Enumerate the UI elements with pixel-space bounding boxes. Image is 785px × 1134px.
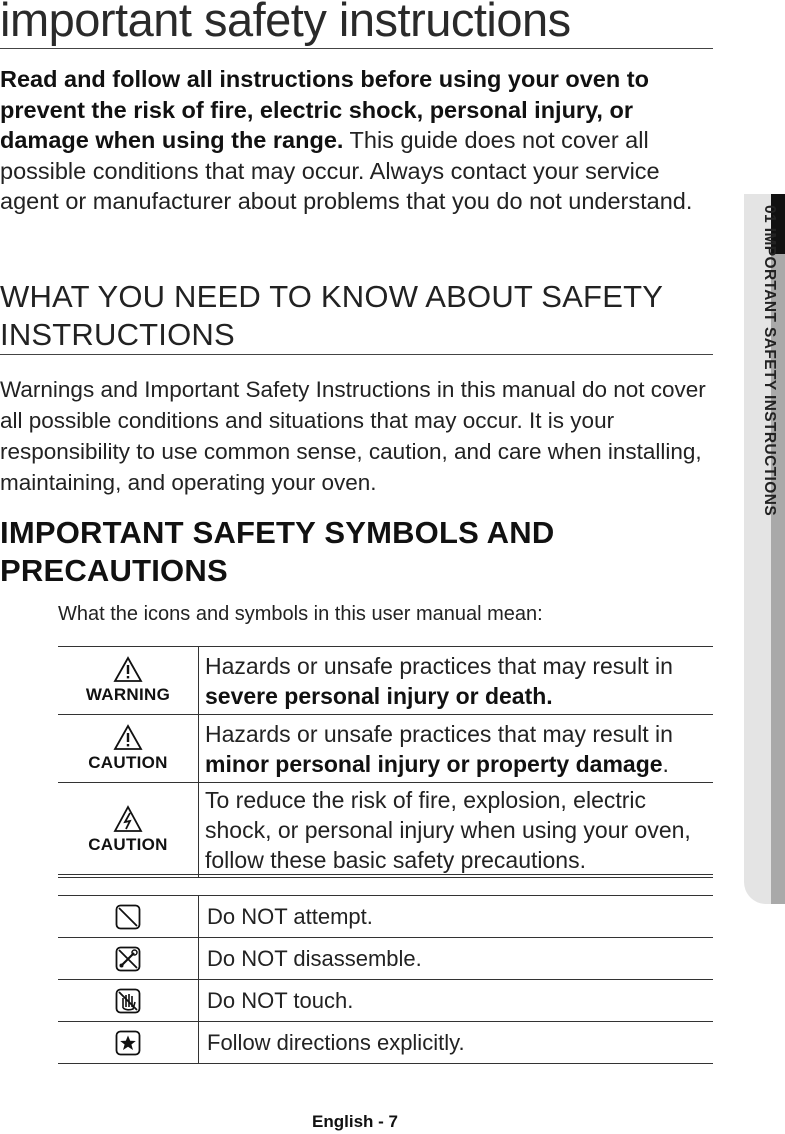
symbol-description [199,647,714,715]
action-text: Do NOT attempt. [199,896,714,938]
symbol-label: WARNING [85,685,171,704]
action-icon-cell [58,980,199,1022]
do-not-attempt-icon [115,904,141,930]
table-row [58,783,713,878]
symbol-text-bold: severe personal injury or death. [205,682,553,709]
section-body-what-you-need: Warnings and Important Safety Instructions in this manual do not cover all possible conditions and situations that may occur. It is your responsibility to use common sense, caution, and care when installing, maintaining, and operating your oven. [0,377,706,495]
symbols-table [58,646,713,878]
table-row [58,1022,713,1064]
section-heading-what-you-need: WHAT YOU NEED TO KNOW ABOUT SAFETY INSTRUCTIONS [0,278,713,355]
table-row [58,715,713,783]
symbol-cell-warning [58,647,199,715]
symbols-lead-text: What the icons and symbols in this user manual mean: [58,603,543,625]
symbol-text: Hazards or unsafe practices that may result in [205,720,673,747]
do-not-disassemble-icon [115,946,141,972]
warning-triangle-icon [113,656,143,683]
action-icon-cell [58,896,199,938]
action-text: Follow directions explicitly. [199,1022,714,1064]
intro-bold: Read and follow all instructions before using your oven to prevent the risk of fire, electric shock, personal injury, or damage when using the range. [0,66,649,153]
symbol-text-bold: minor personal injury or property damage [205,750,663,777]
intro-paragraph [0,64,700,217]
page-footer: English - 7 [312,1112,398,1131]
symbol-text: To reduce the risk of fire, explosion, electric shock, or personal injury when using your oven, follow these basic safety precautions. [205,787,691,873]
table-row [58,647,713,715]
symbol-description [199,715,714,783]
table-row [58,896,713,938]
action-text: Do NOT touch. [199,980,714,1022]
page-title: important safety instructions [0,0,713,49]
electric-caution-triangle-icon [113,805,143,833]
symbol-label: CAUTION [88,835,168,854]
follow-directions-icon [115,1030,141,1056]
symbol-cell-caution [58,715,199,783]
action-icon-cell [58,1022,199,1064]
table-row [58,980,713,1022]
caution-triangle-icon [113,724,143,751]
action-icon-cell [58,938,199,980]
side-tab-label: 01 IMPORTANT SAFETY INSTRUCTIONS [761,205,778,517]
section-heading-safety-symbols: IMPORTANT SAFETY SYMBOLS AND PRECAUTIONS [0,515,555,588]
table-row [58,938,713,980]
intro-normal: This guide does not cover all possible conditions that may occur. Always contact your service agent or manufacturer about problems that you do not understand. [0,127,693,214]
symbol-text-tail: . [662,750,669,777]
do-not-touch-icon [115,988,141,1014]
action-text: Do NOT disassemble. [199,938,714,980]
symbol-description [199,783,714,878]
symbol-text: Hazards or unsafe practices that may result in [205,652,673,679]
symbol-cell-electric-caution [58,783,199,878]
symbol-label: CAUTION [88,753,168,772]
actions-table [58,874,713,1064]
table-spacer-row [58,875,713,896]
